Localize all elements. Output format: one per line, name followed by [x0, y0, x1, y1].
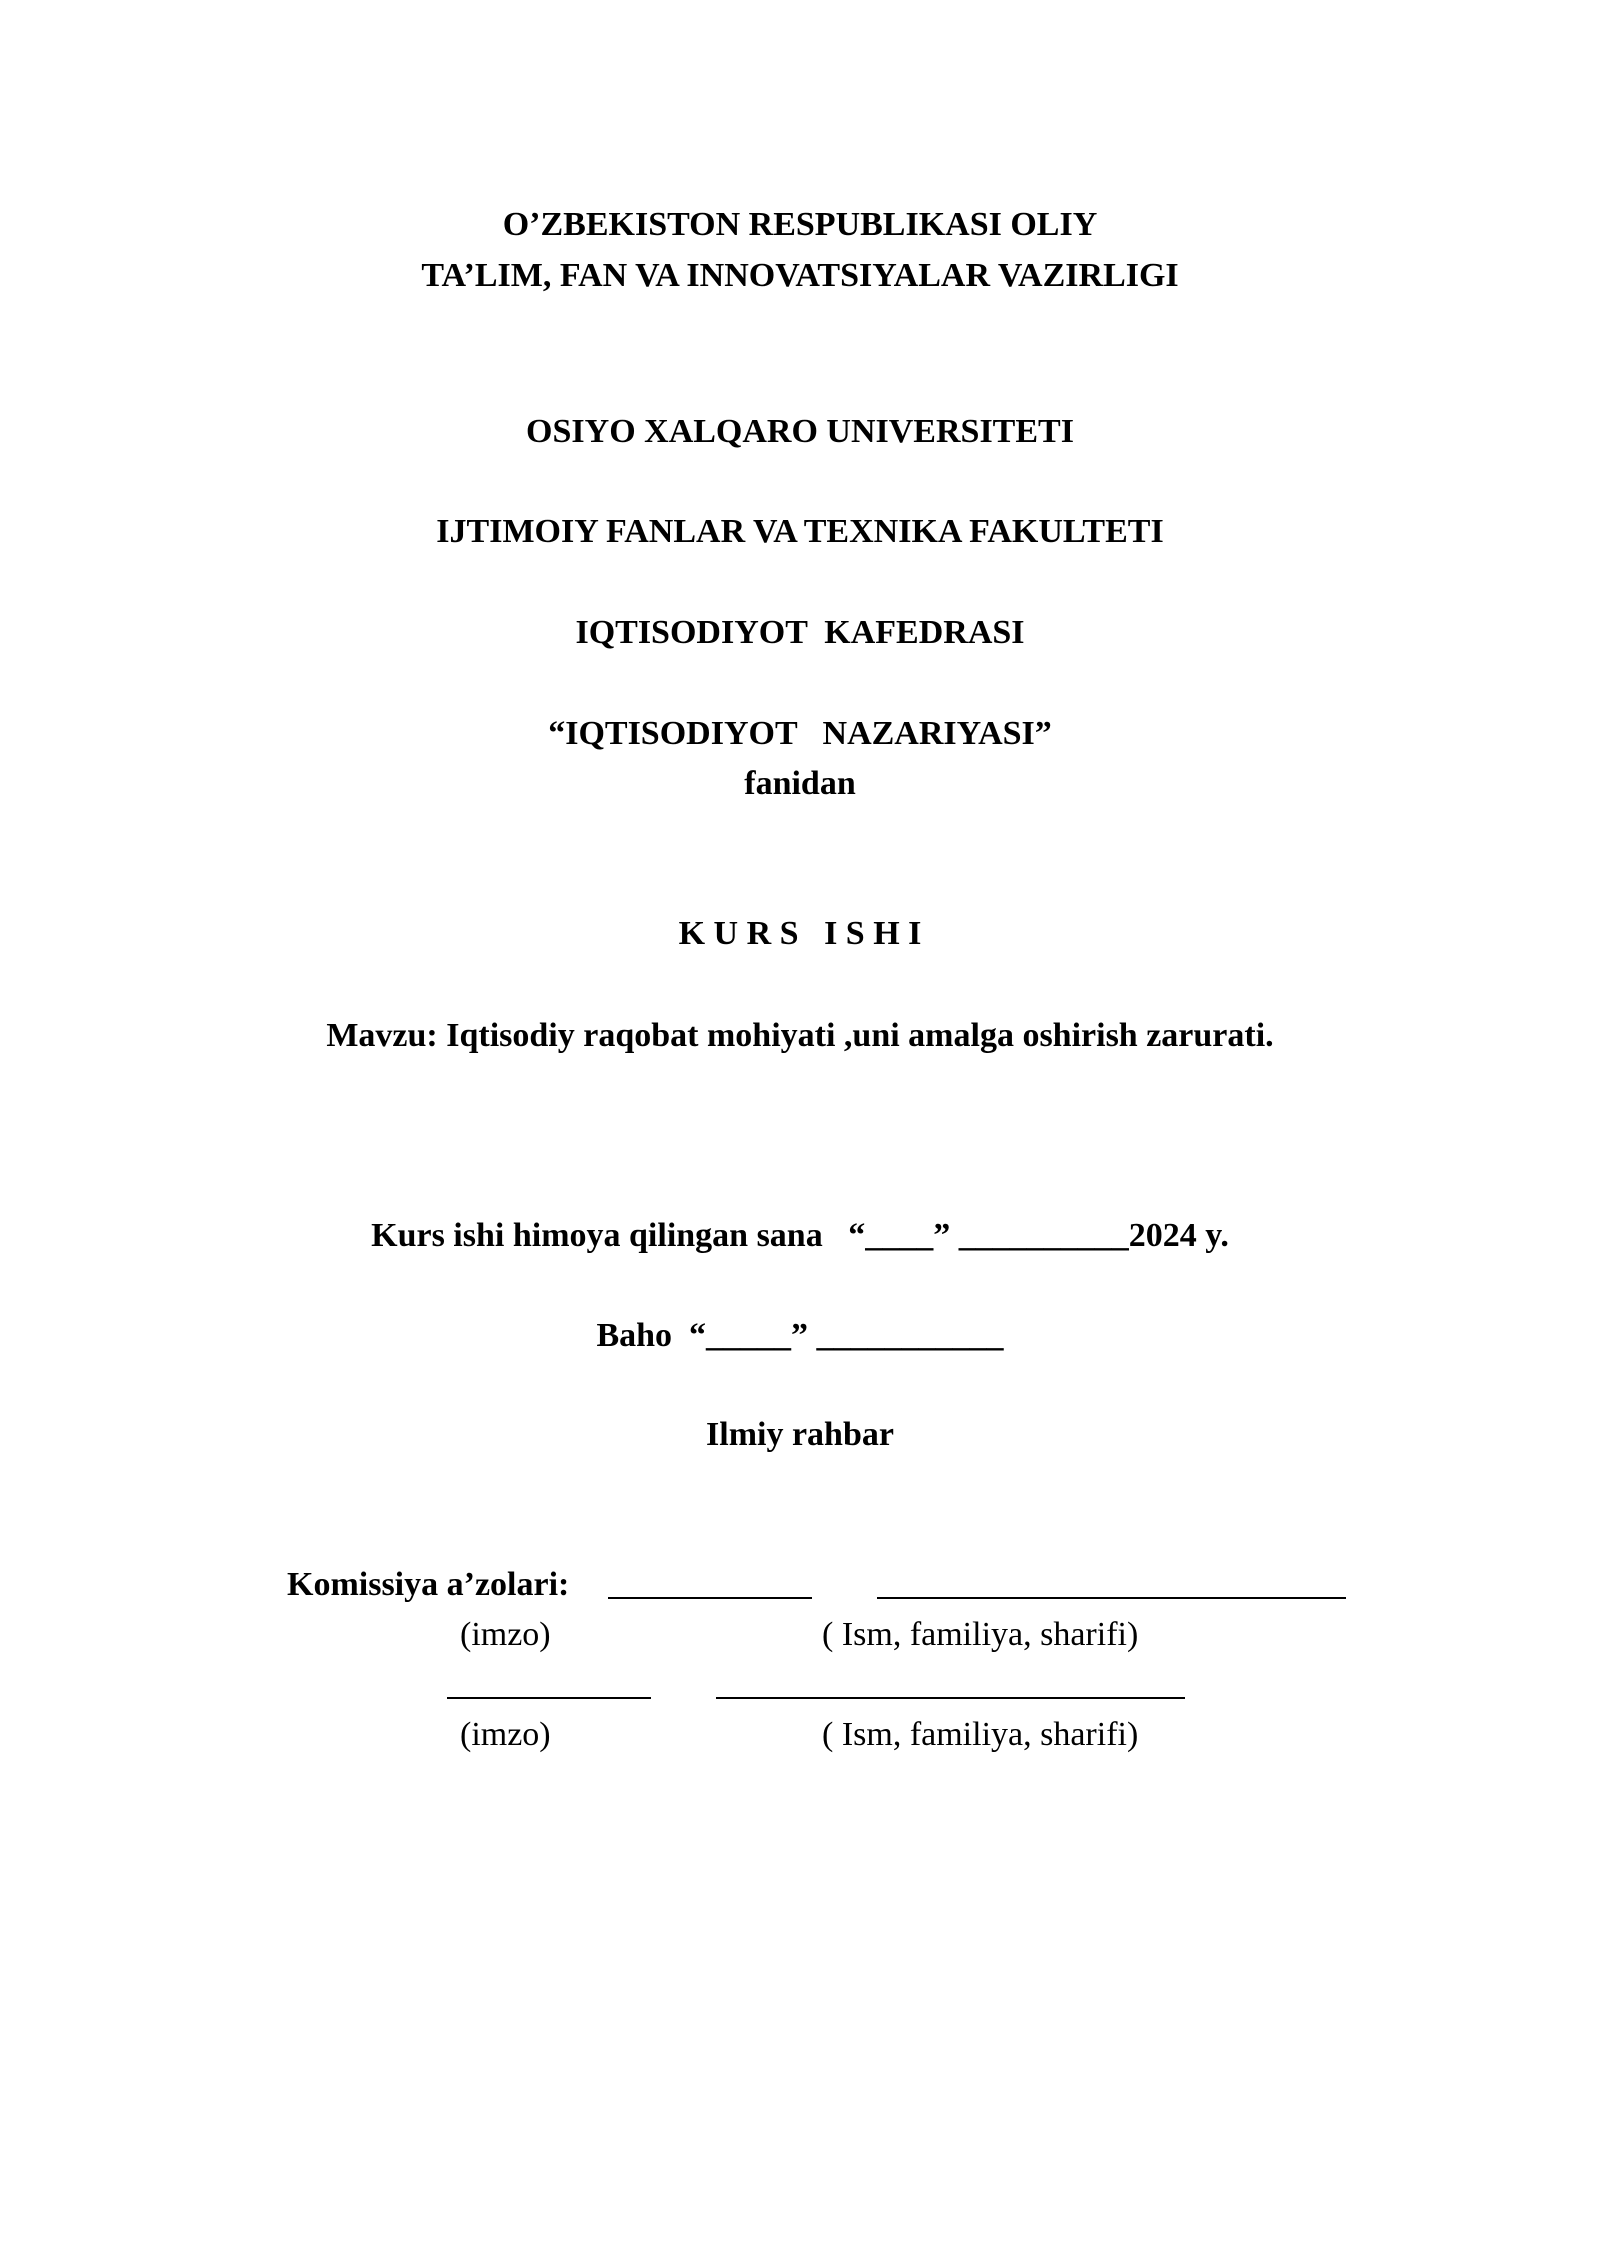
signature-line-2 — [447, 1697, 651, 1699]
topic-line: Mavzu: Iqtisodiy raqobat mohiyati ,uni amalga oshirish zarurati. — [326, 1017, 1274, 1054]
work-type-title: K U R S I S H I — [678, 915, 922, 952]
grade-line: Baho “_____” ___________ — [596, 1317, 1004, 1354]
ministry-line-1: O’ZBEKISTON RESPUBLIKASI OLIY — [502, 206, 1098, 243]
name-line-2 — [716, 1697, 1185, 1699]
signature-caption-2: (imzo) — [460, 1716, 551, 1753]
signature-line-1 — [608, 1597, 812, 1599]
name-line-1 — [877, 1597, 1346, 1599]
commission-label: Komissiya a’zolari: — [287, 1566, 570, 1603]
name-caption-2: ( Ism, familiya, sharifi) — [822, 1716, 1139, 1753]
faculty-name: IJTIMOIY FANLAR VA TEXNIKA FAKULTETI — [436, 513, 1164, 550]
department-name: IQTISODIYOT KAFEDRASI — [575, 614, 1025, 651]
supervisor-label: Ilmiy rahbar — [706, 1416, 894, 1453]
defense-date-line: Kurs ishi himoya qilingan sana “____” __________2024 y. — [371, 1217, 1229, 1254]
name-caption-1: ( Ism, familiya, sharifi) — [822, 1616, 1139, 1653]
ministry-line-2: TA’LIM, FAN VA INNOVATSIYALAR VAZIRLIGI — [421, 257, 1179, 294]
university-name: OSIYO XALQARO UNIVERSITETI — [526, 413, 1074, 450]
subject-suffix: fanidan — [744, 765, 856, 802]
subject-name: “IQTISODIYOT NAZARIYASI” — [548, 715, 1052, 752]
signature-caption-1: (imzo) — [460, 1616, 551, 1653]
